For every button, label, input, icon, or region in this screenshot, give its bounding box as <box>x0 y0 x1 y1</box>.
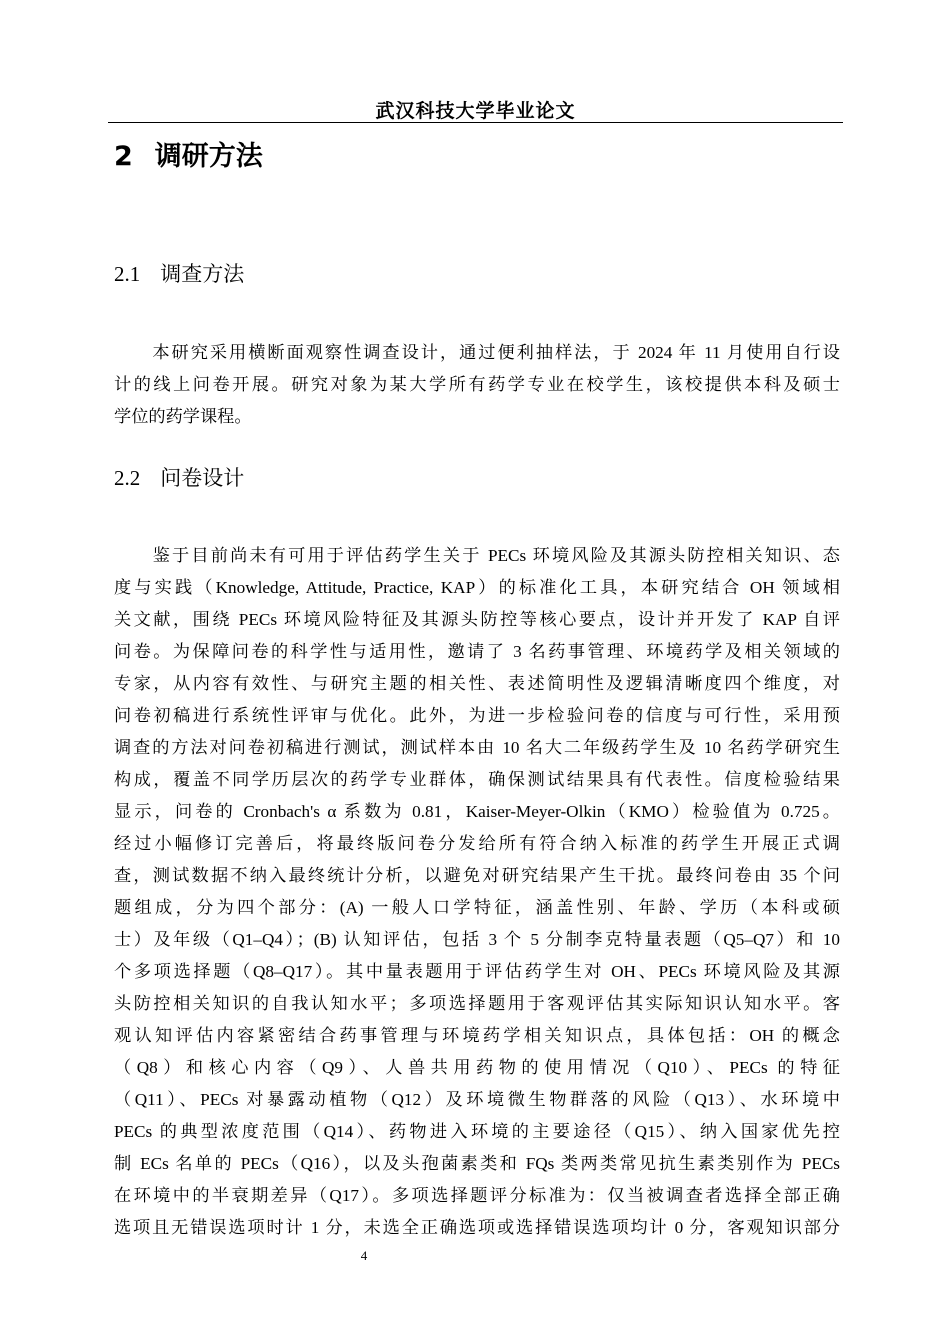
section-number: 2.1 <box>114 262 141 286</box>
paragraph-line: PECs 的典型浓度范围（Q14）、药物进入环境的主要途径（Q15）、纳入国家优先控 <box>114 1122 840 1141</box>
section-heading-2-1 <box>114 258 244 288</box>
section-heading-2-2 <box>114 462 244 492</box>
paragraph-line: 头防控相关知识的自我认知水平；多项选择题用于客观评估其实际知识认知水平。客 <box>114 994 840 1013</box>
section-number: 2.2 <box>114 466 141 490</box>
paragraph-line: 调查的方法对问卷初稿进行测试，测试样本由 10 名大二年级药学生及 10 名药学研究生 <box>114 738 840 757</box>
paragraph-line: 查，测试数据不纳入最终统计分析，以避免对研究结果产生干扰。最终问卷由 35 个问 <box>114 866 840 885</box>
chapter-number: 2 <box>114 141 133 172</box>
paragraph-line: 鉴于目前尚未有可用于评估药学生关于 PECs 环境风险及其源头防控相关知识、态 <box>114 546 840 565</box>
paragraph-questionnaire-design <box>114 540 840 1244</box>
paragraph-line: 个多项选择题（Q8–Q17）。其中量表题用于评估药学生对 OH、PECs 环境风险及其源 <box>114 962 840 981</box>
paragraph-line: 专家，从内容有效性、与研究主题的相关性、表述简明性及逻辑清晰度四个维度，对 <box>114 674 840 693</box>
section-title-text: 调查方法 <box>160 262 245 286</box>
paragraph-line: 度与实践（Knowledge, Attitude, Practice, KAP）的标准化工具，本研究结合 OH 领域相 <box>114 578 840 597</box>
paragraph-line: 关文献，围绕 PECs 环境风险特征及其源头防控等核心要点，设计并开发了 KAP 自评 <box>114 610 840 629</box>
paragraph-line: 构成，覆盖不同学历层次的药学专业群体，确保测试结果具有代表性。信度检验结果 <box>114 770 840 789</box>
paragraph-line: 士）及年级（Q1–Q4）；(B) 认知评估，包括 3 个 5 分制李克特量表题（Q5–Q7）和 10 <box>114 930 840 949</box>
page-number: 4 <box>360 1248 368 1263</box>
paragraph-line: 制 ECs 名单的 PECs（Q16），以及头孢菌素类和 FQs 类两类常见抗生素类别作为 PECs <box>114 1154 840 1173</box>
paragraph-line: 学位的药学课程。 <box>114 407 252 426</box>
chapter-title-text: 调研方法 <box>154 141 263 172</box>
paragraph-line: 计的线上问卷开展。研究对象为某大学所有药学专业在校学生，该校提供本科及硕士 <box>114 375 840 394</box>
header-rule <box>108 122 843 123</box>
paragraph-line: 观认知评估内容紧密结合药事管理与环境药学相关知识点，具体包括：OH 的概念 <box>114 1026 840 1045</box>
section-title-text: 问卷设计 <box>160 466 245 490</box>
paragraph-line: 题组成，分为四个部分：(A) 一般人口学特征，涵盖性别、年龄、学历（本科或硕 <box>114 898 840 917</box>
paragraph-line: （Q8）和核心内容（Q9）、人兽共用药物的使用情况（Q10）、PECs 的特征 <box>114 1058 840 1077</box>
chapter-title <box>114 134 263 173</box>
paragraph-line: 问卷初稿进行系统性评审与优化。此外，为进一步检验问卷的信度与可行性，采用预 <box>114 706 840 725</box>
paragraph-line: 选项且无错误选项时计 1 分，未选全正确选项或选择错误选项均计 0 分，客观知识部分 <box>114 1218 840 1237</box>
paragraph-line: 经过小幅修订完善后，将最终版问卷分发给所有符合纳入标准的药学生开展正式调 <box>114 834 840 853</box>
paragraph-line: 问卷。为保障问卷的科学性与适用性，邀请了 3 名药事管理、环境药学及相关领域的 <box>114 642 840 661</box>
paragraph-line: 显示，问卷的 Cronbach's α 系数为 0.81，Kaiser-Meyer-Olkin（KMO）检验值为 0.725。 <box>114 802 840 821</box>
running-header: 武汉科技大学毕业论文 <box>375 100 576 122</box>
paragraph-line: 在环境中的半衰期差异（Q17）。多项选择题评分标准为：仅当被调查者选择全部正确 <box>114 1186 840 1205</box>
paragraph-line: 本研究采用横断面观察性调查设计，通过便利抽样法，于 2024 年 11 月使用自行设 <box>114 343 840 362</box>
paragraph-line: （Q11）、PECs 对暴露动植物（Q12）及环境微生物群落的风险（Q13）、水环境中 <box>114 1090 840 1109</box>
paragraph-survey-method <box>114 337 840 433</box>
